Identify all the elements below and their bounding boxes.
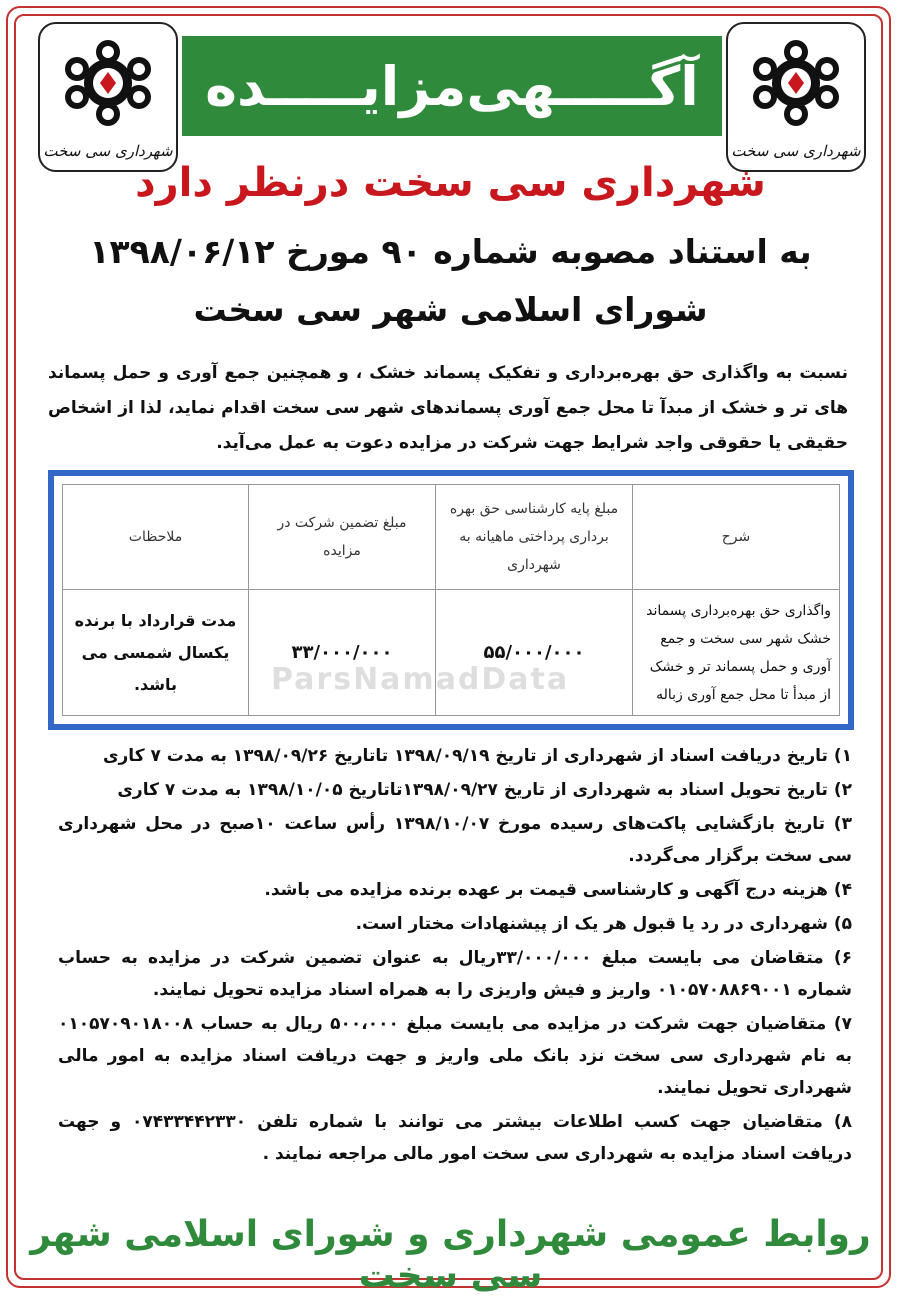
header-notes: ملاحظات bbox=[63, 485, 249, 590]
list-item: ۸) متقاضیان جهت کسب اطلاعات بیشتر می توانند با شماره تلفن ۰۷۴۳۳۴۴۲۳۳۰ و جهت دریافت اسناد مزایده به شهرداری سی سخت امور مالی مراجعه نمایند . bbox=[58, 1112, 852, 1164]
municipality-emblem-icon bbox=[746, 38, 846, 128]
header-base-price: مبلغ پایه کارشناسی حق بهره برداری پرداختی ماهیانه به شهرداری bbox=[436, 485, 633, 590]
cell-guarantee: ۳۳/۰۰۰/۰۰۰ bbox=[249, 590, 436, 716]
cell-description: واگذاری حق بهره‌برداری پسماند خشک شهر سی سخت و جمع آوری و حمل پسماند تر و خشک از مبدأ تا محل جمع آوری زباله bbox=[633, 590, 840, 716]
resolution-reference: به استناد مصوبه شماره ۹۰ مورخ ۱۳۹۸/۰۶/۱۲ bbox=[89, 232, 812, 271]
auction-table-box bbox=[48, 470, 854, 730]
list-item: ۲) تاریخ تحویل اسناد به شهرداری از تاریخ ۱۳۹۸/۰۹/۲۷تاتاریخ ۱۳۹۸/۱۰/۰۵ به مدت ۷ کاری bbox=[117, 780, 852, 800]
header-guarantee: مبلغ تضمین شرکت در مزایده bbox=[249, 485, 436, 590]
banner-title: آگـــــهی‌مزایـــــده bbox=[205, 54, 699, 118]
logo-caption: شهرداری سی سخت bbox=[43, 142, 173, 160]
municipality-logo-right bbox=[726, 22, 866, 172]
page-title: شهرداری سی سخت درنظر دارد bbox=[135, 160, 766, 206]
header-description: شرح bbox=[633, 485, 840, 590]
logo-caption: شهرداری سی سخت bbox=[731, 142, 861, 160]
watermark: ParsNamadData bbox=[271, 662, 570, 697]
list-item: ۶) متقاضان می بایست مبلغ ۳۳/۰۰۰/۰۰۰ریال به عنوان تضمین شرکت در مزایده به حساب شماره ۰۱۰۵۷۰۸۸۶۹۰۰۱ واریز و فیش واریزی را به همراه اسناد مزایده تحویل نمایند. bbox=[58, 948, 852, 1000]
footer-signature: روابط عمومی شهرداری و شورای اسلامی شهر سی سخت bbox=[30, 1214, 871, 1296]
cell-base-price: ۵۵/۰۰۰/۰۰۰ bbox=[436, 590, 633, 716]
list-item: ۱) تاریخ دریافت اسناد از شهرداری از تاریخ ۱۳۹۸/۰۹/۱۹ تاتاریخ ۱۳۹۸/۰۹/۲۶ به مدت ۷ کاری bbox=[102, 746, 852, 766]
auction-banner bbox=[182, 36, 722, 136]
council-name: شورای اسلامی شهر سی سخت bbox=[193, 290, 708, 329]
cell-notes: مدت قرارداد با برنده یکسال شمسی می باشد. bbox=[63, 590, 249, 716]
municipality-emblem-icon bbox=[58, 38, 158, 128]
table-header-row bbox=[63, 485, 840, 590]
municipality-logo-left bbox=[38, 22, 178, 172]
conditions-list bbox=[58, 740, 852, 1172]
list-item: ۵) شهرداری در رد یا قبول هر یک از پیشنهادات مختار است. bbox=[355, 914, 852, 934]
intro-paragraph: نسبت به واگذاری حق بهره‌برداری و تفکیک پسماند خشک ، و همچنین جمع آوری و حمل پسماند های تر و خشک از مبدآ تا محل جمع آوری پسماندهای شهر سی سخت اقدام نماید، لذا از اشخاص حقیقی یا حقوقی واجد شرایط جهت شرکت در مزایده دعوت به عمل می‌آید. bbox=[48, 363, 848, 453]
list-item: ۳) تاریخ بازگشایی پاکت‌های رسیده مورخ ۱۳۹۸/۱۰/۰۷ رأس ساعت ۱۰صبح در محل شهرداری سی سخت برگزار می‌گردد. bbox=[58, 814, 852, 866]
list-item: ۷) متقاضیان جهت شرکت در مزایده می بایست مبلغ ۵۰۰،۰۰۰ ریال به حساب ۰۱۰۵۷۰۹۰۱۸۰۰۸ به نام شهرداری سی سخت نزد بانک ملی واریز و جهت دریافت اسناد مزایده به امور مالی شهرداری تحویل نمایند. bbox=[58, 1014, 853, 1098]
list-item: ۴) هزینه درج آگهی و کارشناسی قیمت بر عهده برنده مزایده می باشد. bbox=[264, 880, 852, 900]
